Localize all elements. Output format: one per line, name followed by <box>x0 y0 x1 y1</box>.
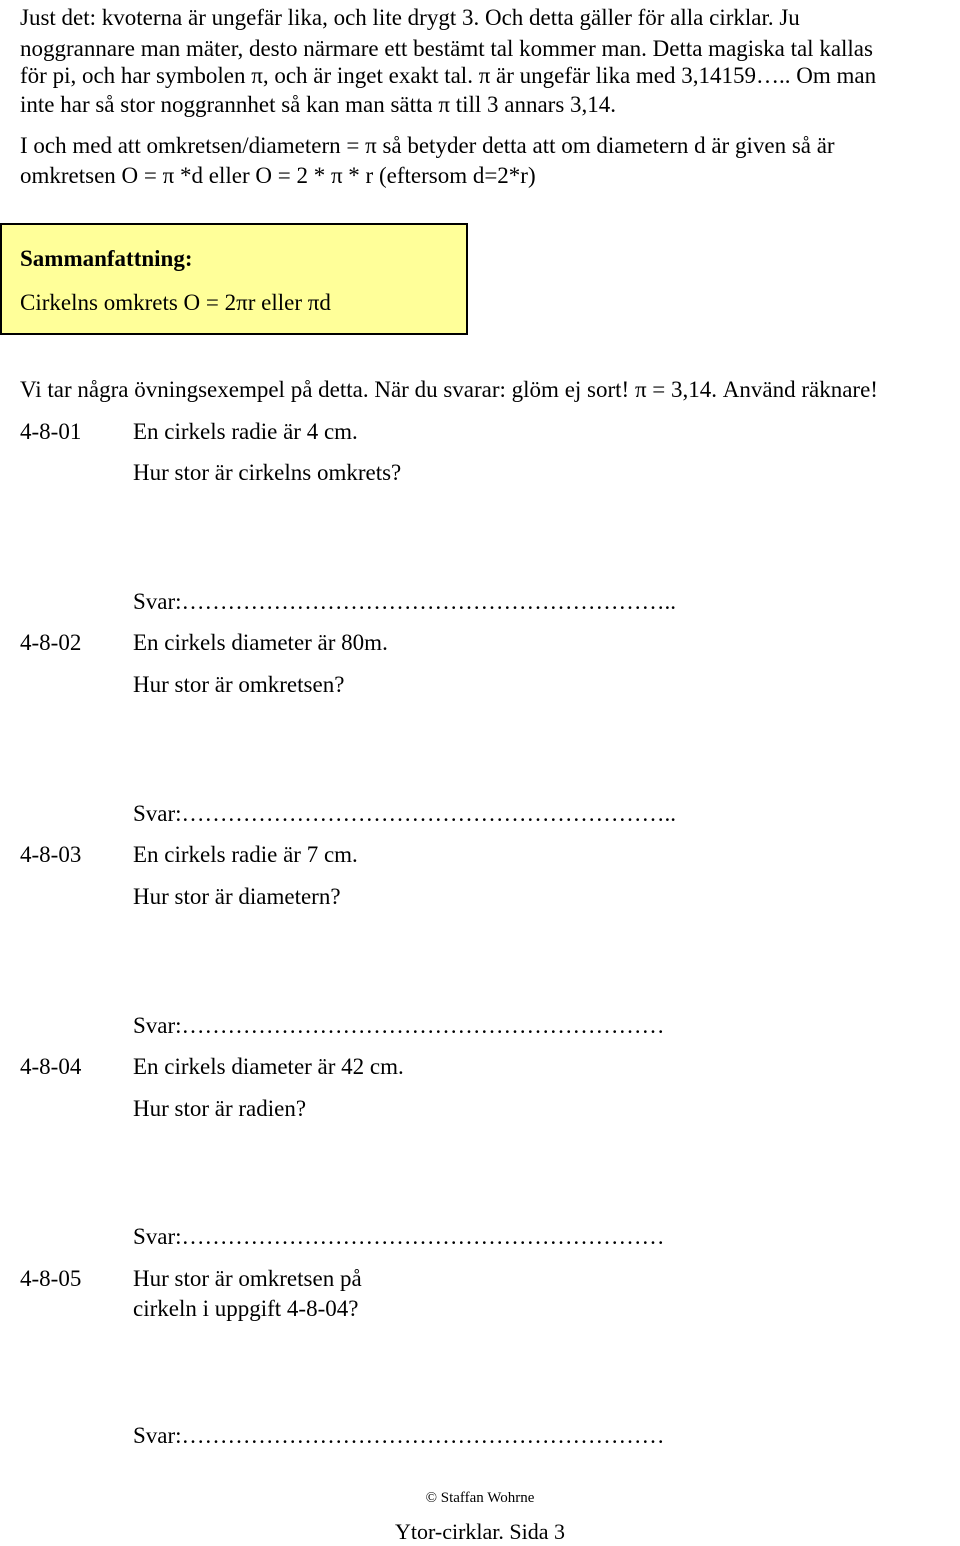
exercise-number: 4-8-05 <box>20 1266 82 1291</box>
exercise-number: 4-8-01 <box>20 419 82 444</box>
exercise-question-line: Hur stor är diametern? <box>133 884 341 909</box>
exercise-question-line: En cirkels radie är 7 cm. <box>133 842 358 867</box>
exercise-question-line: En cirkels diameter är 80m. <box>133 630 388 655</box>
answer-line[interactable]: Svar:……………………………………………………….. <box>133 589 677 614</box>
footer-copyright: © Staffan Wohrne <box>425 1490 535 1506</box>
formula-line-1: I och med att omkretsen/diametern = π så betyder detta att om diametern d är given så är <box>20 133 835 158</box>
answer-line[interactable]: Svar:……………………………………………………….. <box>133 801 677 826</box>
exercise-question-line: Hur stor är omkretsen på <box>133 1266 362 1291</box>
exercise-number: 4-8-04 <box>20 1054 82 1079</box>
summary-formula: Cirkelns omkrets O = 2πr eller πd <box>20 290 331 315</box>
exercise-intro: Vi tar några övningsexempel på detta. När du svarar: glöm ej sort! π = 3,14. Använd räknare! <box>20 377 878 402</box>
answer-line[interactable]: Svar:……………………………………………………… <box>133 1224 665 1249</box>
intro-line-1: Just det: kvoterna är ungefär lika, och lite drygt 3. Och detta gäller för alla cirklar. Ju <box>20 5 800 30</box>
summary-box <box>0 223 468 335</box>
exercise-question-line: Hur stor är radien? <box>133 1096 307 1121</box>
exercise-number: 4-8-03 <box>20 842 82 867</box>
footer-page-label: Ytor-cirklar. Sida 3 <box>394 1519 566 1544</box>
intro-line-4: inte har så stor noggrannhet så kan man sätta π till 3 annars 3,14. <box>20 92 617 117</box>
intro-line-2: noggrannare man mäter, desto närmare ett bestämt tal kommer man. Detta magiska tal kallas <box>20 36 873 61</box>
exercise-question-line: cirkeln i uppgift 4-8-04? <box>133 1296 359 1321</box>
answer-line[interactable]: Svar:……………………………………………………… <box>133 1423 665 1448</box>
exercise-question-line: En cirkels diameter är 42 cm. <box>133 1054 404 1079</box>
exercise-number: 4-8-02 <box>20 630 82 655</box>
summary-heading: Sammanfattning: <box>20 246 193 271</box>
answer-line[interactable]: Svar:……………………………………………………… <box>133 1013 665 1038</box>
formula-line-2: omkretsen O = π *d eller O = 2 * π * r (eftersom d=2*r) <box>20 163 536 188</box>
exercise-question-line: Hur stor är omkretsen? <box>133 672 345 697</box>
exercise-question-line: Hur stor är cirkelns omkrets? <box>133 460 402 485</box>
exercise-question-line: En cirkels radie är 4 cm. <box>133 419 358 444</box>
intro-line-3: för pi, och har symbolen π, och är inget exakt tal. π är ungefär lika med 3,14159….. Om man <box>20 63 877 88</box>
